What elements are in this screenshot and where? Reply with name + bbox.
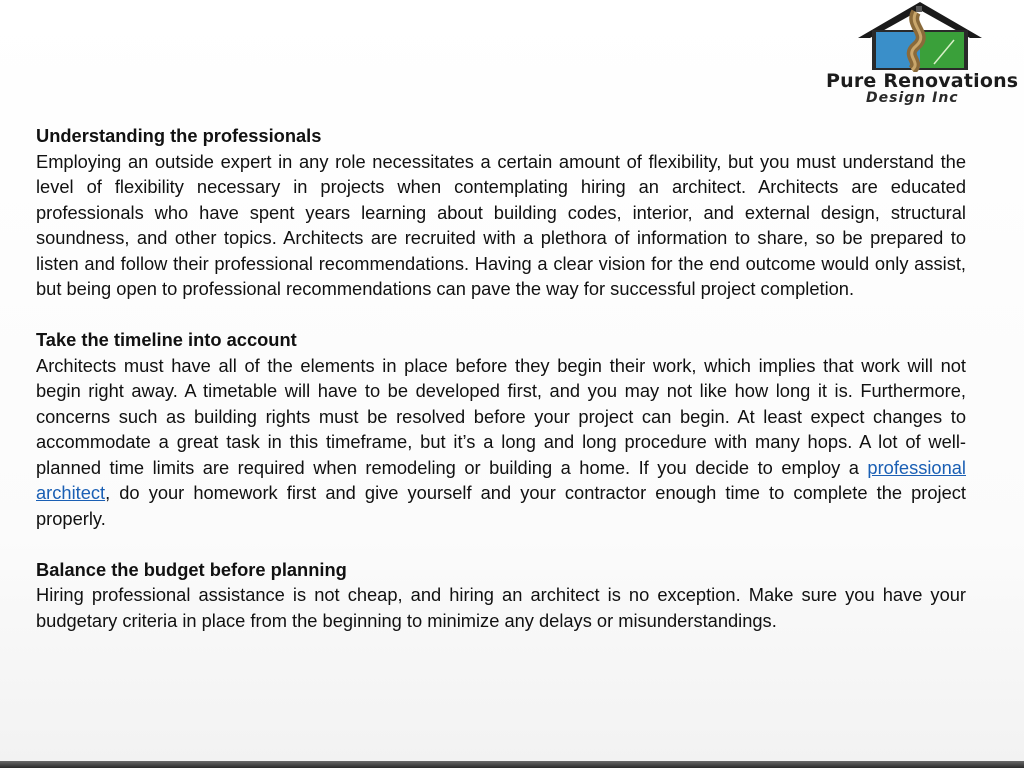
article-body bbox=[36, 123, 966, 633]
section-paragraph: Hiring professional assistance is not cheap, and hiring an architect is no exception. Make sure you have your budgetary criteria in place from the beginning to minimize any delays or misunderstandings. bbox=[36, 584, 966, 631]
logo-subtitle: Design Inc bbox=[866, 90, 959, 106]
section-timeline bbox=[36, 327, 966, 531]
professional-architect-link[interactable]: professional architect bbox=[36, 456, 966, 503]
house-river-icon bbox=[850, 0, 990, 72]
section-professionals bbox=[36, 123, 966, 302]
section-budget bbox=[36, 557, 966, 634]
logo-company-name: Pure Renovations bbox=[826, 70, 1019, 92]
paragraph-text-before-link: Architects must have all of the elements in place before they begin their work, which implies that work will not begin right away. A timetable will have to be developed first, and you may not like how long it is. Furthermore, concerns such as building rights must be resolved before your project can begin. At least expect changes to accommodate a great task in this timeframe, but it’s a long and long procedure with many hops. A lot of well-planned time limits are required when remodeling or building a home. If you decide to employ a bbox=[36, 354, 966, 478]
section-paragraph: Employing an outside expert in any role necessitates a certain amount of flexibility, but you must understand the level of flexibility necessary in projects when contemplating hiring an architect. Architects are educated professionals who have spent years learning about building codes, interior, and external design, structural soundness, and other topics. Architects are recruited with a plethora of information to share, so be prepared to listen and follow their professional recommendations. Having a clear vision for the end outcome would only assist, but being open to professional recommendations can pave the way for successful project completion. bbox=[36, 150, 966, 299]
company-logo bbox=[822, 0, 1022, 112]
paragraph-text-after-link: , do your homework first and give yourself and your contractor enough time to complete the project properly. bbox=[36, 482, 966, 529]
section-heading: Understanding the professionals bbox=[36, 125, 322, 146]
section-paragraph bbox=[36, 353, 966, 532]
section-heading: Balance the budget before planning bbox=[36, 558, 347, 580]
bottom-bar bbox=[0, 761, 1024, 768]
section-heading: Take the timeline into account bbox=[36, 329, 297, 350]
